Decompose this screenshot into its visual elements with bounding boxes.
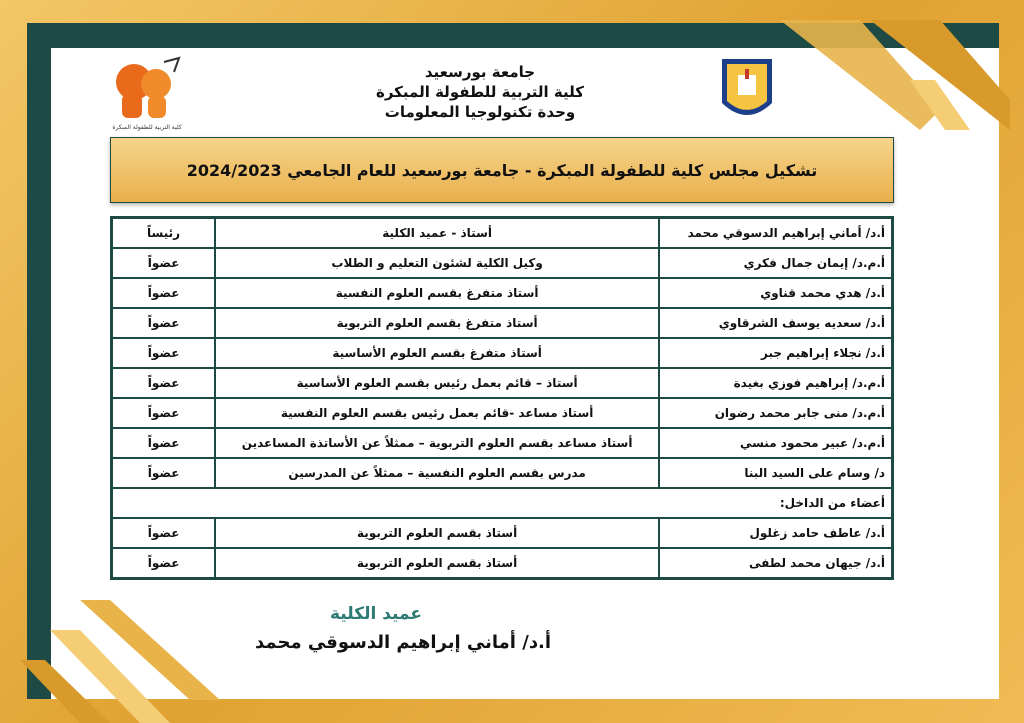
faculty-logo [104,52,190,132]
member-name: أ.م.د/ عبير محمود منسي [659,428,892,458]
table-row [112,218,892,248]
member-role: عضواً [112,518,215,548]
table-row [112,548,892,578]
faculty-name: كلية التربية للطفولة المبكرة [376,83,584,101]
member-name: د/ وسام على السيد البنا [659,458,892,488]
member-role: عضواً [112,428,215,458]
table-row [112,338,892,368]
table-row [112,428,892,458]
table-row [112,518,892,548]
university-logo-caption: جامعة بورسعيد [731,107,763,113]
section-row [112,488,892,518]
table-row [112,278,892,308]
member-name: أ.د/ أماني إبراهيم الدسوقي محمد [659,218,892,248]
member-role: رئيساً [112,218,215,248]
signature-name: أ.د/ أماني إبراهيم الدسوقي محمد [255,632,552,653]
table-row [112,458,892,488]
university-logo [718,55,776,129]
decoration-top-right [760,20,1010,130]
title-banner [110,137,894,203]
internal-members-label: أعضاء من الداخل: [112,488,892,518]
member-position: أستاذ متفرغ بقسم العلوم الأساسية [215,338,659,368]
member-position: أستاذ - عميد الكلية [215,218,659,248]
unit-name: وحدة تكنولوجيا المعلومات [384,103,576,121]
member-position: وكيل الكلية لشئون التعليم و الطلاب [215,248,659,278]
member-position: أستاذ – قائم بعمل رئيس بقسم العلوم الأساسية [215,368,659,398]
member-role: عضواً [112,308,215,338]
member-name: أ.د/ نجلاء إبراهيم جبر [659,338,892,368]
member-role: عضواً [112,458,215,488]
member-role: عضواً [112,548,215,578]
member-position: أستاذ مساعد -قائم بعمل رئيس بقسم العلوم النفسية [215,398,659,428]
table-row [112,308,892,338]
signature-title: عميد الكلية [330,604,422,624]
member-name: أ.م.د/ إيمان جمال فكري [659,248,892,278]
member-role: عضواً [112,398,215,428]
member-name: أ.د/ عاطف حامد زغلول [659,518,892,548]
member-position: أستاذ متفرغ بقسم العلوم النفسية [215,278,659,308]
member-position: أستاذ مساعد بقسم العلوم التربوية – ممثلاً عن الأساتذة المساعدين [215,428,659,458]
decoration-bottom-left [20,600,240,723]
member-name: أ.م.د/ إبراهيم فوزي بغيدة [659,368,892,398]
page-title: تشكيل مجلس كلية للطفولة المبكرة - جامعة بورسعيد للعام الجامعي 2024/2023 [186,160,818,180]
member-name: أ.د/ سعديه يوسف الشرقاوي [659,308,892,338]
member-role: عضواً [112,338,215,368]
member-name: أ.م.د/ منى جابر محمد رضوان [659,398,892,428]
member-name: أ.د/ هدي محمد قناوي [659,278,892,308]
member-position: أستاذ متفرغ بقسم العلوم التربوية [215,308,659,338]
university-name: جامعة بورسعيد [424,63,536,81]
faculty-logo-caption: كلية التربية للطفولة المبكرة [112,124,182,131]
member-role: عضواً [112,278,215,308]
member-role: عضواً [112,368,215,398]
member-position: أستاذ بقسم العلوم التربوية [215,548,659,578]
member-name: أ.د/ جيهان محمد لطفى [659,548,892,578]
table-row [112,368,892,398]
header [300,62,660,122]
table-row [112,398,892,428]
council-table [110,216,894,580]
table-row [112,248,892,278]
member-position: أستاذ بقسم العلوم التربوية [215,518,659,548]
member-role: عضواً [112,248,215,278]
member-position: مدرس بقسم العلوم النفسية – ممثلاً عن المدرسين [215,458,659,488]
